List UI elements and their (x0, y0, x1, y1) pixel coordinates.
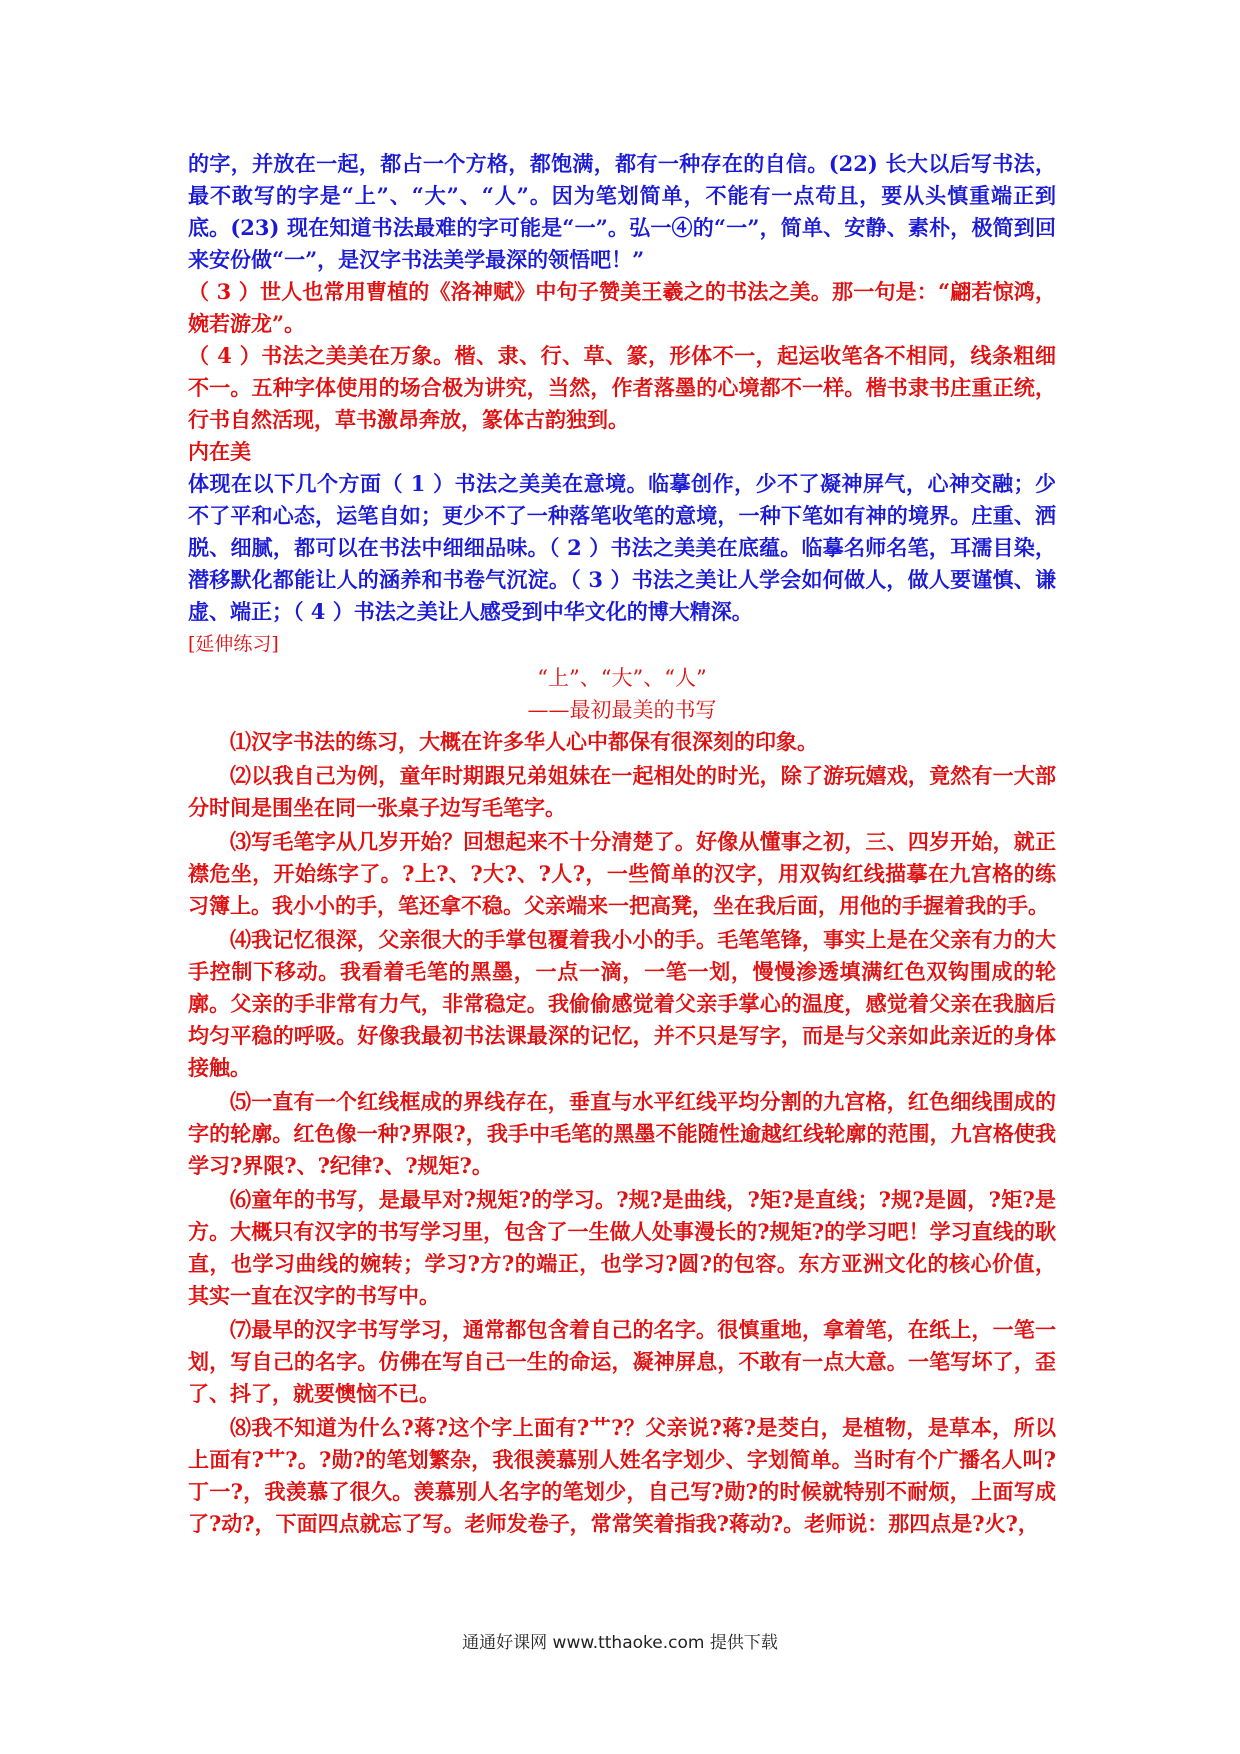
article-paragraph-2: ⑵以我自己为例，童年时期跟兄弟姐妹在一起相处的时光，除了游玩嬉戏，竟然有一大部分时间是围坐在同一张桌子边写毛笔字。 (188, 763, 1056, 820)
article-paragraph-8: ⑻我不知道为什么?蒋?这个字上面有?艹?？父亲说?蒋?是茭白，是植物，是草本，所以上面有?艹?。?勋?的笔划繁杂，我很羡慕别人姓名字划少、字划简单。当时有个广播名人叫?丁一?，我羡慕了很久。羡慕别人名字的笔划少，自己写?勋?的时候就特别不耐烦，上面写成了?动?，下面四点就忘了写。老师发卷子，常常笑着指我?蒋动?。老师说：那四点是?火?， (188, 1415, 1056, 1536)
article-paragraph-1: ⑴汉字书法的练习，大概在许多华人心中都保有很深刻的印象。 (230, 729, 818, 754)
article-title: “上”、“大”、“人” (537, 666, 707, 690)
item-4: （ 4 ）书法之美美在万象。楷、隶、行、草、篆，形体不一，起运收笔各不相同，线条粗细不一。五种字体使用的场合极为讲究，当然，作者落墨的心境都不一样。楷书隶书庄重正统，行书自然活现，草书激昂奔放，篆体古韵独到。 (188, 343, 1056, 432)
inner-heading: 内在美 (188, 439, 251, 464)
item-3: （ 3 ）世人也常用曹植的《洛神赋》中句子赞美王羲之的书法之美。那一句是：“翩若惊鸿，婉若游龙”。 (188, 279, 1056, 336)
article-paragraph-5: ⑸一直有一个红线框成的界线存在，垂直与水平红线平均分割的九宫格，红色细线围成的字的轮廓。红色像一种?界限?，我手中毛笔的黑墨不能随性逾越红线轮廓的范围，九宫格使我学习?界限?、?纪律?、?规矩?。 (188, 1089, 1056, 1178)
article-subtitle: ——最初最美的书写 (527, 698, 717, 722)
document-body (188, 148, 1056, 1542)
inner-body: 体现在以下几个方面（ 1 ）书法之美美在意境。临摹创作，少不了凝神屏气，心神交融；少不了平和心态，运笔自如；更少不了一种落笔收笔的意境，一种下笔如有神的境界。庄重、洒脱、细腻，都可以在书法中细细品味。（ 2 ）书法之美美在底蕴。临摹名师名笔，耳濡目染，潜移默化都能让人的涵养和书卷气沉淀。（ 3 ）书法之美让人学会如何做人，做人要谨慎、谦虚、端正；（ 4 ）书法之美让人感受到中华文化的博大精深。 (188, 471, 1056, 624)
article-paragraph-6: ⑹童年的书写，是最早对?规矩?的学习。?规?是曲线，?矩?是直线；?规?是圆，?矩?是方。大概只有汉字的书写学习里，包含了一生做人处事漫长的?规矩?的学习吧！学习直线的耿直，也学习曲线的婉转；学习?方?的端正，也学习?圆?的包容。东方亚洲文化的核心价值，其实一直在汉字的书写中。 (188, 1187, 1056, 1308)
extension-label: [延伸练习] (188, 633, 279, 655)
article-paragraph-7: ⑺最早的汉字书写学习，通常都包含着自己的名字。很慎重地，拿着笔，在纸上，一笔一划，写自己的名字。仿佛在写自己一生的命运，凝神屏息，不敢有一点大意。一笔写坏了，歪了、抖了，就要懊恼不已。 (188, 1317, 1056, 1406)
article-paragraph-3: ⑶写毛笔字从几岁开始？回想起来不十分清楚了。好像从懂事之初，三、四岁开始，就正襟危坐，开始练字了。?上?、?大?、?人?，一些简单的汉字，用双钩红线描摹在九宫格的练习簿上。我小小的手，笔还拿不稳。父亲端来一把高凳，坐在我后面，用他的手握着我的手。 (188, 829, 1056, 918)
article-paragraph-4: ⑷我记忆很深，父亲很大的手掌包覆着我小小的手。毛笔笔锋，事实上是在父亲有力的大手控制下移动。我看着毛笔的黑墨，一点一滴，一笔一划，慢慢渗透填满红色双钩围成的轮廓。父亲的手非常有力气，非常稳定。我偷偷感觉着父亲手掌心的温度，感觉着父亲在我脑后均匀平稳的呼吸。好像我最初书法课最深的记忆，并不只是写字，而是与父亲如此亲近的身体接触。 (188, 927, 1056, 1080)
page-footer: 通通好课网 www.tthaoke.com 提供下载 (462, 1633, 778, 1653)
intro-paragraph: 的字，并放在一起，都占一个方格，都饱满，都有一种存在的自信。(22) 长大以后写书法，最不敢写的字是“上”、“大”、“人”。因为笔划简单，不能有一点苟且，要从头慎重端正到底。(23) 现在知道书法最难的字可能是“一”。弘一④的“一”，简单、安静、素朴，极简到回来安份做“一”，是汉字书法美学最深的领悟吧！” (188, 151, 1056, 272)
